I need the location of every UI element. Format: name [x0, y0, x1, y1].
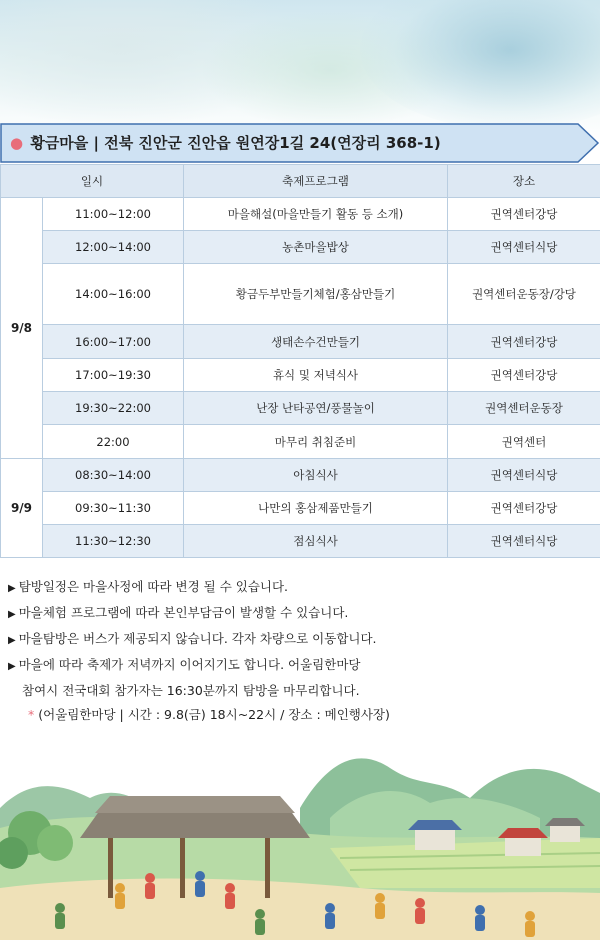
note-item: [8, 627, 593, 653]
header-program: 축제프로그램: [184, 165, 448, 198]
time-cell: 19:30~22:00: [43, 392, 184, 425]
place-cell: 권역센터강당: [448, 359, 600, 392]
place-cell: 권역센터강당: [448, 492, 600, 525]
note-sub-item: [8, 703, 593, 727]
banner-title-text: 황금마을 | 전북 진안군 진안읍 원연장1길 24(연장리 368-1): [30, 134, 441, 152]
program-cell: 아침식사: [184, 459, 448, 492]
place-cell: 권역센터운동장: [448, 392, 600, 425]
note-text: 마을에 따라 축제가 저녁까지 이어지기도 합니다. 어울림한마당: [18, 657, 361, 672]
header-date: 일시: [1, 165, 184, 198]
program-cell: 나만의 홍삼제품만들기: [184, 492, 448, 525]
note-item: [8, 601, 593, 627]
note-text: 탐방일정은 마을사정에 따라 변경 될 수 있습니다.: [18, 579, 289, 594]
table-header-row: [1, 165, 600, 198]
place-cell: 권역센터: [448, 425, 600, 459]
notes-section: [8, 575, 593, 727]
place-cell: 권역센터식당: [448, 525, 600, 558]
bullet-icon: ●: [10, 134, 24, 152]
triangle-right-icon: ▶: [8, 661, 16, 672]
day-cell-9-8: 9/8: [1, 198, 43, 459]
header-place: 장소: [448, 165, 600, 198]
place-cell: 권역센터강당: [448, 198, 600, 231]
note-sub-text: (어울림한마당 | 시간 : 9.8(금) 18시~22시 / 장소 : 메인행사장): [38, 707, 390, 722]
table-row: [1, 325, 600, 359]
table-row: [1, 425, 600, 459]
table-row: [1, 231, 600, 264]
place-cell: 권역센터식당: [448, 231, 600, 264]
time-cell: 11:00~12:00: [43, 198, 184, 231]
sky-background: [0, 0, 600, 140]
triangle-right-icon: ▶: [8, 583, 16, 594]
asterisk-icon: *: [28, 707, 35, 722]
place-cell: 권역센터운동장/강당: [448, 264, 600, 325]
table-row: [1, 264, 600, 325]
location-banner: [0, 123, 600, 163]
note-text: 마을탐방은 버스가 제공되지 않습니다. 각자 차량으로 이동합니다.: [18, 631, 377, 646]
time-cell: 11:30~12:30: [43, 525, 184, 558]
triangle-right-icon: ▶: [8, 609, 16, 620]
program-cell: 마을해설(마을만들기 활동 등 소개): [184, 198, 448, 231]
program-cell: 휴식 및 저녁식사: [184, 359, 448, 392]
place-cell: 권역센터강당: [448, 325, 600, 359]
note-text: 마을체험 프로그램에 따라 본인부담금이 발생할 수 있습니다.: [18, 605, 349, 620]
time-cell: 08:30~14:00: [43, 459, 184, 492]
table-row: [1, 359, 600, 392]
village-illustration: [0, 738, 600, 940]
time-cell: 22:00: [43, 425, 184, 459]
program-cell: 점심식사: [184, 525, 448, 558]
time-cell: 14:00~16:00: [43, 264, 184, 325]
day-cell-9-9: 9/9: [1, 459, 43, 558]
time-cell: 17:00~19:30: [43, 359, 184, 392]
table-row: [1, 198, 600, 231]
program-cell: 마무리 취침준비: [184, 425, 448, 459]
table-row: [1, 525, 600, 558]
program-cell: 황금두부만들기체험/홍삼만들기: [184, 264, 448, 325]
schedule-table: [0, 164, 600, 558]
program-cell: 농촌마을밥상: [184, 231, 448, 264]
program-cell: 난장 난타공연/풍물놀이: [184, 392, 448, 425]
triangle-right-icon: ▶: [8, 635, 16, 646]
banner-title: [10, 123, 441, 163]
time-cell: 16:00~17:00: [43, 325, 184, 359]
note-continuation: 참여시 전국대회 참가자는 16:30분까지 탐방을 마무리합니다.: [22, 683, 360, 698]
note-item: [8, 575, 593, 601]
place-cell: 권역센터식당: [448, 459, 600, 492]
table-row: [1, 492, 600, 525]
time-cell: 09:30~11:30: [43, 492, 184, 525]
time-cell: 12:00~14:00: [43, 231, 184, 264]
table-row: [1, 459, 600, 492]
table-row: [1, 392, 600, 425]
program-cell: 생태손수건만들기: [184, 325, 448, 359]
note-item: [8, 653, 593, 679]
